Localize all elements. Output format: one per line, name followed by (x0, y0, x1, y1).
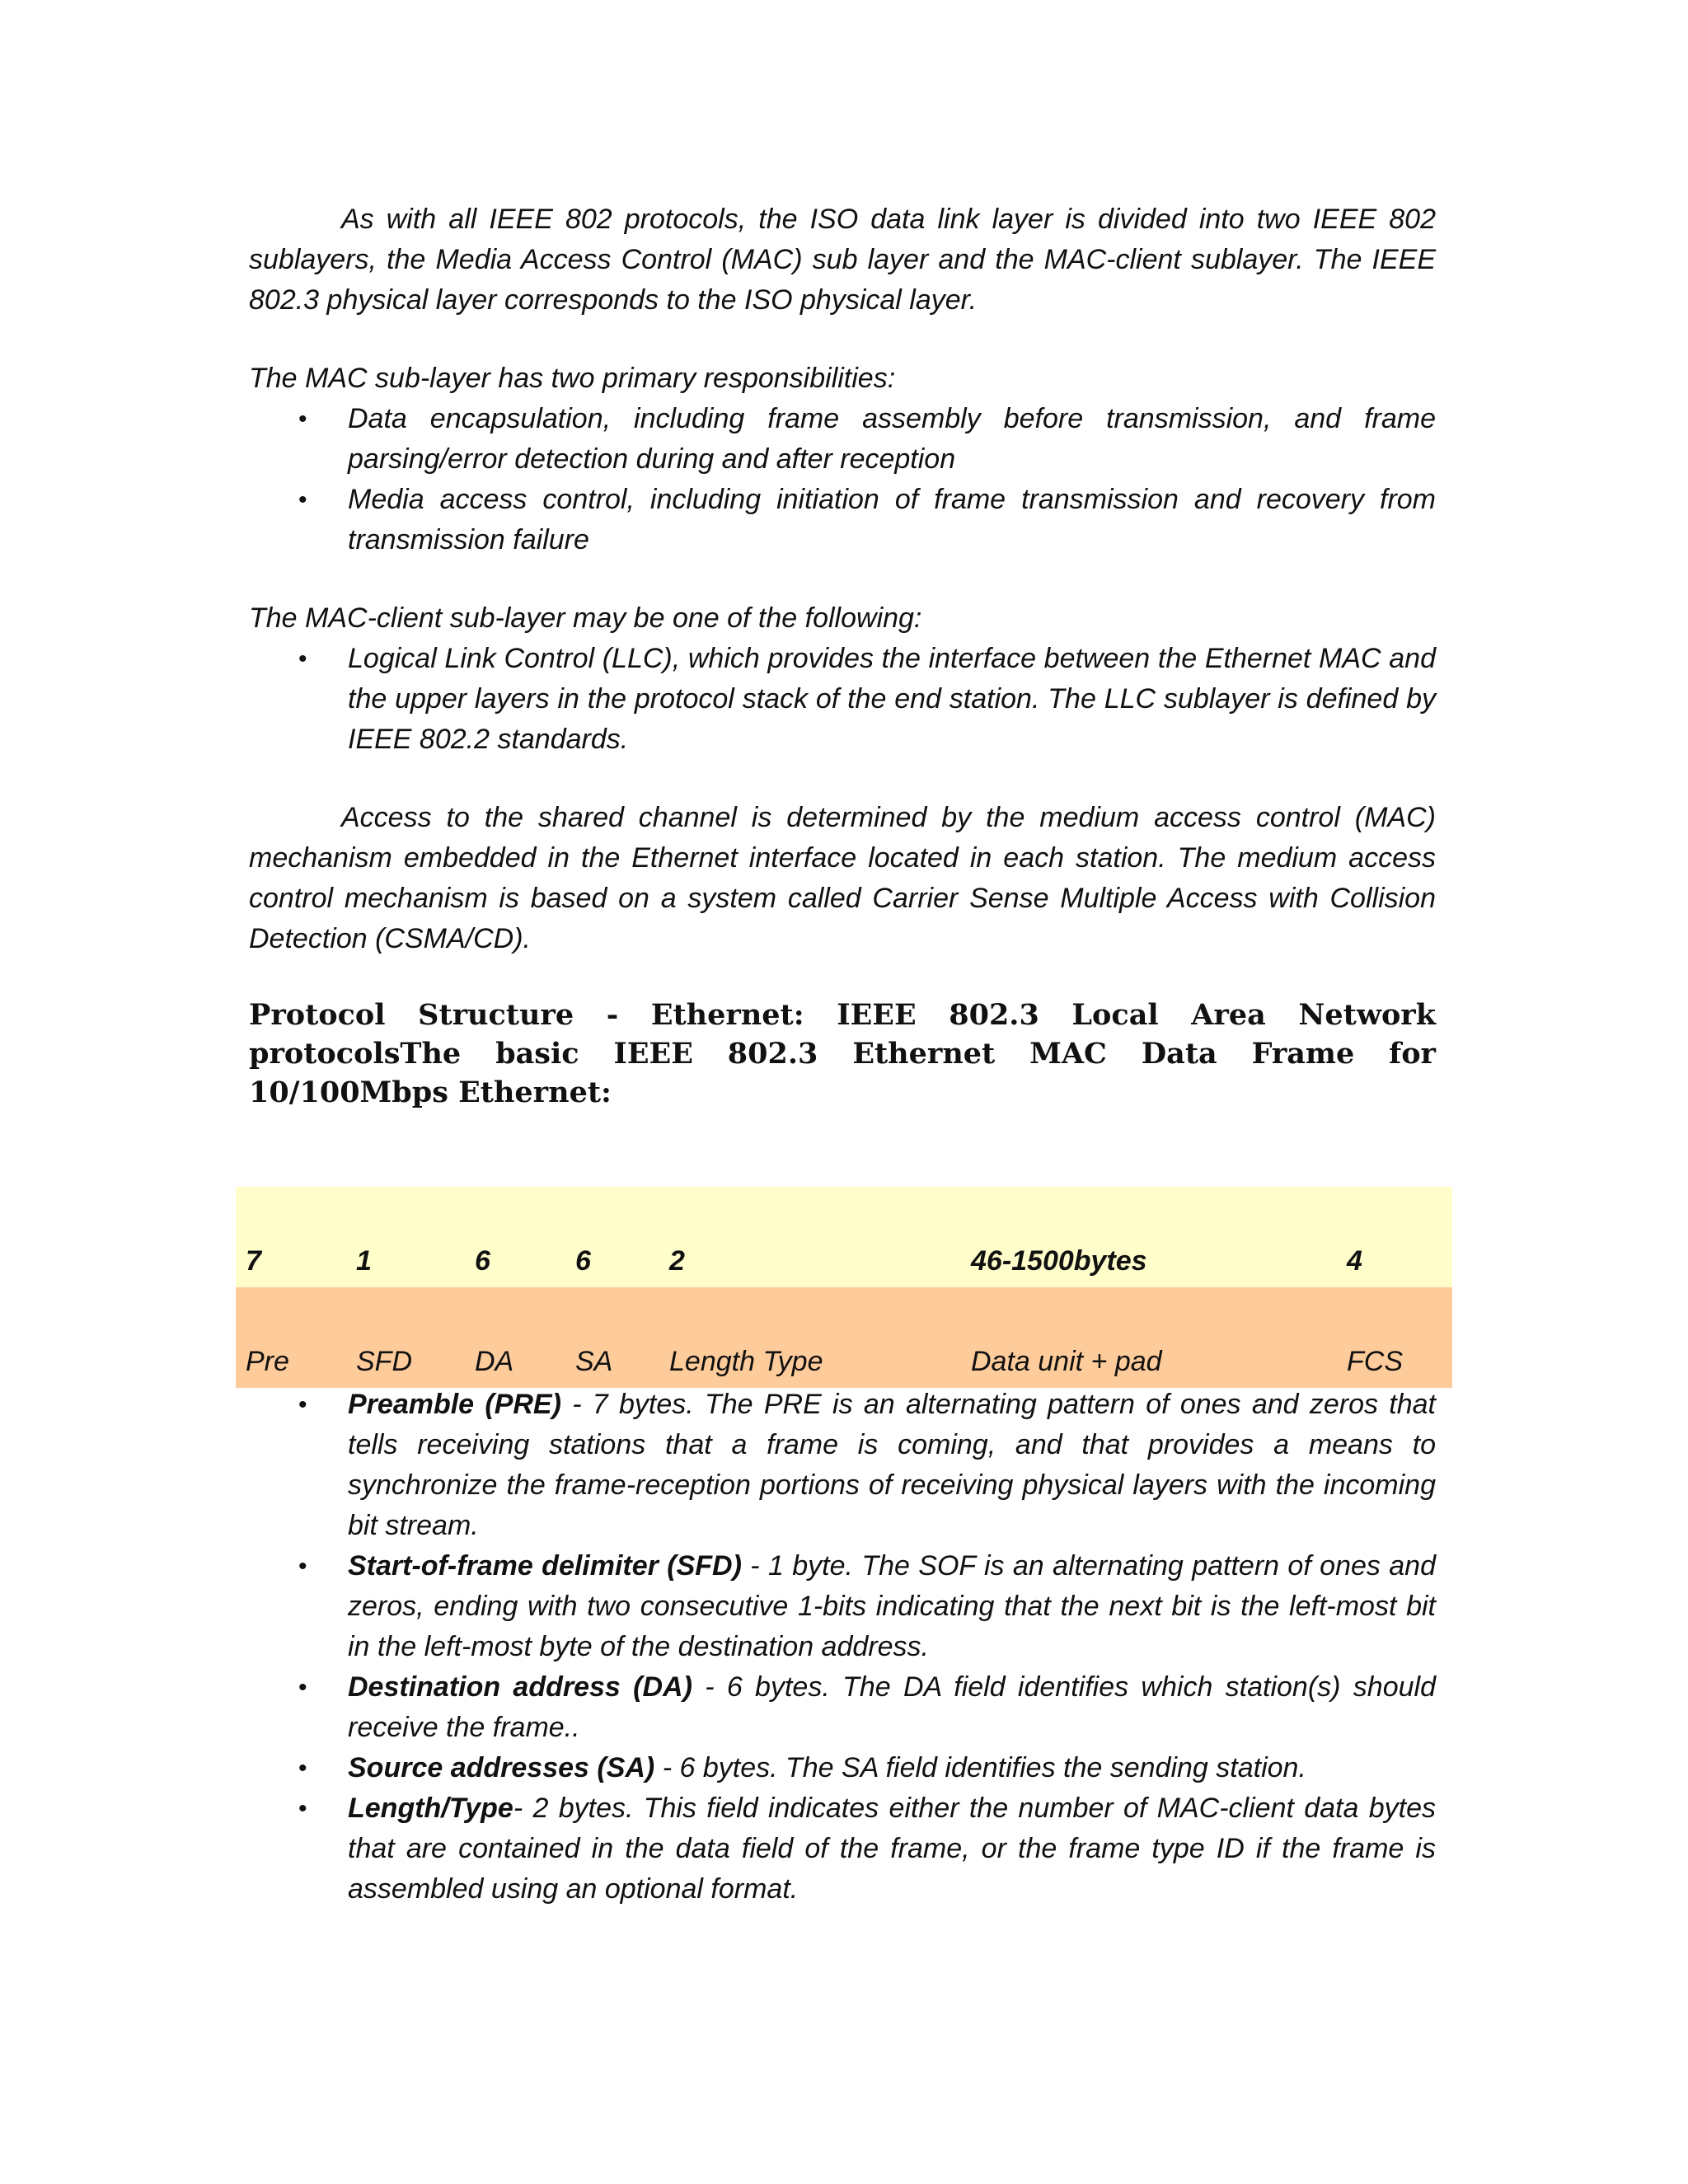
frame-fields-row (236, 1287, 1452, 1388)
definition-text: - 2 bytes. This field indicates either the number of MAC-client data bytes that are contained in the data field of the frame, or the frame type ID if the frame is assembled using an optional format. (348, 1793, 1436, 1905)
definition-term: Length/Type (348, 1793, 513, 1824)
size-da: 6 (475, 1245, 490, 1277)
bullet-icon: • (298, 1391, 307, 1418)
bullet-icon: • (298, 1755, 307, 1782)
definition-text: - 7 bytes. The PRE is an alternating pattern of ones and zeros that tells receiving stations that a frame is coming, and that provides a means to synchronize the frame-reception portions of receiving physical layers with the incoming bit stream. (348, 1389, 1436, 1541)
field-sa: SA (575, 1346, 613, 1377)
bullet-icon: • (298, 405, 307, 433)
body-text (249, 199, 1436, 1112)
field-data: Data unit + pad (971, 1346, 1162, 1377)
size-sa: 6 (575, 1245, 591, 1277)
bullet-icon: • (298, 1795, 307, 1822)
field-sfd: SFD (356, 1346, 412, 1377)
definition-term: Source addresses (SA) (348, 1752, 655, 1783)
bullet-icon: • (298, 1553, 307, 1580)
definitions-list (249, 1385, 1436, 1910)
size-length: 2 (669, 1245, 685, 1277)
bullet-icon: • (298, 645, 307, 673)
size-pre: 7 (246, 1245, 261, 1277)
size-data: 46-1500bytes (971, 1245, 1147, 1277)
mac-client-intro: The MAC-client sub-layer may be one of the following: (249, 602, 922, 634)
section-heading: Protocol Structure - Ethernet: IEEE 802.3 Local Area Network protocolsThe basic IEEE 802.3 Ethernet MAC Data Frame for 10/100Mbps Ethernet: (249, 998, 1436, 1109)
bullet-icon: • (298, 486, 307, 513)
mac-responsibilities-list (249, 399, 1436, 560)
size-fcs: 4 (1347, 1245, 1362, 1277)
access-paragraph: Access to the shared channel is determined by the medium access control (MAC) mechanism embedded in the Ethernet interface located in each station. The medium access control mechanism is based on a system called Carrier Sense Multiple Access with Collision Detection (CSMA/CD). (249, 802, 1436, 954)
field-definitions (249, 1385, 1436, 1910)
list-item (249, 1748, 1436, 1788)
intro-paragraph: As with all IEEE 802 protocols, the ISO data link layer is divided into two IEEE 802 sublayers, the Media Access Control (MAC) sub layer and the MAC-client sublayer. The IEEE 802.3 physical layer corresponds to the ISO physical layer. (249, 204, 1436, 316)
field-da: DA (475, 1346, 514, 1377)
field-pre: Pre (246, 1346, 289, 1377)
field-length: Length Type (669, 1346, 823, 1377)
mac-responsibilities-intro: The MAC sub-layer has two primary responsibilities: (249, 363, 896, 394)
list-item (249, 1546, 1436, 1667)
definition-term: Start-of-frame delimiter (SFD) (348, 1550, 742, 1582)
list-item: • Logical Link Control (LLC), which provides the interface between the Ethernet MAC and the upper layers in the protocol stack of the end station. The LLC sublayer is defined by IEEE 802.2 standards. (249, 639, 1436, 760)
definition-text: - 1 byte. The SOF is an alternating pattern of ones and zeros, ending with two consecutive 1-bits indicating that the next bit is the left-most bit in the left-most byte of the destination address. (348, 1550, 1436, 1662)
bullet-icon: • (298, 1674, 307, 1701)
list-item: • Media access control, including initiation of frame transmission and recovery from transmission failure (249, 480, 1436, 560)
list-item (249, 1788, 1436, 1910)
size-sfd: 1 (356, 1245, 372, 1277)
frame-structure-table (236, 1187, 1452, 1388)
frame-sizes-row (236, 1187, 1452, 1287)
definition-term: Destination address (DA) (348, 1671, 692, 1703)
list-item: • Data encapsulation, including frame assembly before transmission, and frame parsing/error detection during and after reception (249, 399, 1436, 480)
definition-term: Preamble (PRE) (348, 1389, 561, 1420)
mac-client-list (249, 639, 1436, 760)
list-item (249, 1385, 1436, 1546)
list-item (249, 1667, 1436, 1748)
definition-text: - 6 bytes. The SA field identifies the sending station. (654, 1752, 1306, 1783)
field-fcs: FCS (1347, 1346, 1403, 1377)
definition-text: - 6 bytes. The DA field identifies which station(s) should receive the frame.. (348, 1671, 1436, 1743)
